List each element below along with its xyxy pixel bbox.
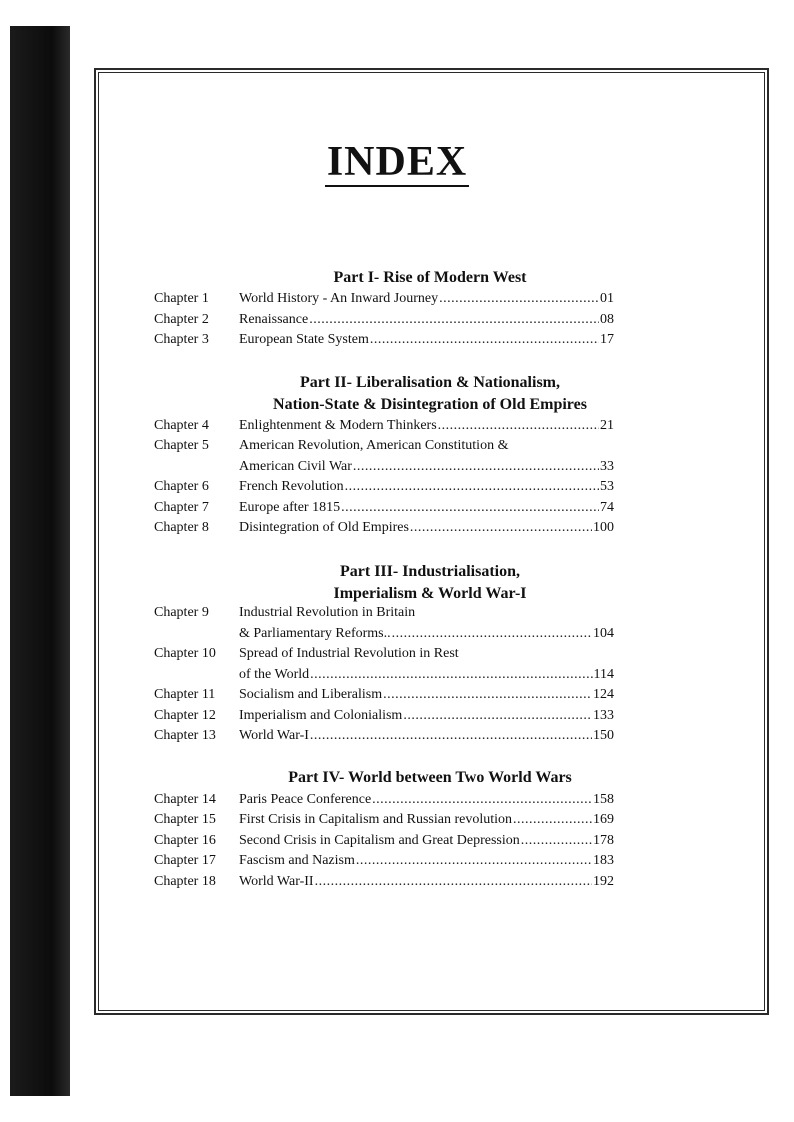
dot-leader [353, 457, 599, 477]
chapter-title: Imperialism and Colonialism [239, 708, 403, 723]
page-number: 183 [593, 853, 614, 868]
toc-entry-chapter-3[interactable] [154, 330, 614, 350]
chapter-label: Chapter 9 [154, 605, 209, 620]
dot-leader [315, 872, 592, 892]
part-heading-2 [180, 372, 680, 416]
toc-entry-chapter-10[interactable] [154, 644, 614, 664]
toc-entry-chapter-13[interactable] [154, 726, 614, 746]
chapter-title: American Civil War [239, 459, 352, 474]
dot-leader [521, 831, 592, 851]
toc-entry-chapter-17[interactable] [154, 851, 614, 871]
dot-leader [310, 665, 592, 685]
chapter-title: World War-I [239, 728, 309, 743]
chapter-title: Disintegration of Old Empires [239, 520, 409, 535]
toc-entry-chapter-5-continued[interactable] [239, 457, 614, 477]
dot-leader [410, 518, 592, 538]
page-number: 74 [600, 500, 614, 515]
toc-entry-chapter-15[interactable] [154, 810, 614, 830]
toc-entry-chapter-9-continued[interactable] [239, 624, 614, 644]
chapter-label: Chapter 15 [154, 812, 216, 827]
chapter-label: Chapter 17 [154, 853, 216, 868]
page-number: 178 [593, 833, 614, 848]
toc-entry-chapter-14[interactable] [154, 790, 614, 810]
chapter-title: Paris Peace Conference [239, 792, 372, 807]
chapter-title: Renaissance [239, 312, 309, 327]
chapter-title: Enlightenment & Modern Thinkers [239, 418, 437, 433]
chapter-title-first-line: Spread of Industrial Revolution in Rest [239, 646, 459, 661]
toc-entry-chapter-7[interactable] [154, 498, 614, 518]
part-heading-3 [180, 561, 680, 605]
chapter-title: World War-II [239, 874, 314, 889]
chapter-label: Chapter 3 [154, 332, 209, 347]
page-number: 158 [593, 792, 614, 807]
chapter-title: Second Crisis in Capitalism and Great Depression [239, 833, 520, 848]
chapter-title: & Parliamentary Reforms.. [239, 626, 391, 641]
page-number: 169 [593, 812, 614, 827]
part-heading-line: Part IV- World between Two World Wars [288, 769, 572, 786]
part-heading-line: Part II- Liberalisation & Nationalism, [300, 374, 560, 391]
chapter-title: of the World [239, 667, 310, 682]
part-heading-line: Part I- Rise of Modern West [333, 269, 527, 286]
chapter-label: Chapter 7 [154, 500, 209, 515]
chapter-label: Chapter 8 [154, 520, 209, 535]
dot-leader [513, 810, 592, 830]
dot-leader [356, 851, 592, 871]
part-heading-line: Part III- Industrialisation, [339, 563, 521, 580]
toc-entry-chapter-18[interactable] [154, 872, 614, 892]
chapter-title-first-line: Industrial Revolution in Britain [239, 605, 416, 620]
part-heading-line: Nation-State & Disintegration of Old Empires [273, 396, 587, 413]
chapter-label: Chapter 12 [154, 708, 216, 723]
toc-entry-chapter-2[interactable] [154, 310, 614, 330]
dot-leader [403, 706, 592, 726]
chapter-title: World History - An Inward Journey [239, 291, 439, 306]
chapter-label: Chapter 5 [154, 438, 209, 453]
page-number: 53 [600, 479, 614, 494]
chapter-label: Chapter 4 [154, 418, 209, 433]
page-number: 192 [593, 874, 614, 889]
dot-leader [372, 790, 592, 810]
dot-leader [310, 726, 592, 746]
dot-leader [345, 477, 599, 497]
toc-entry-chapter-5[interactable] [154, 436, 614, 456]
chapter-label: Chapter 18 [154, 874, 216, 889]
chapter-label: Chapter 10 [154, 646, 216, 661]
chapter-title: Fascism and Nazism [239, 853, 355, 868]
page-number: 21 [600, 418, 614, 433]
toc-entry-chapter-6[interactable] [154, 477, 614, 497]
page-number: 100 [593, 520, 614, 535]
page-number: 17 [600, 332, 614, 347]
toc-entry-chapter-8[interactable] [154, 518, 614, 538]
page-number: 104 [593, 626, 614, 641]
page-number: 33 [600, 459, 614, 474]
chapter-label: Chapter 16 [154, 833, 216, 848]
dot-leader [341, 498, 599, 518]
page-number: 114 [593, 667, 614, 682]
page-title [0, 138, 794, 186]
dot-leader [309, 310, 599, 330]
toc-entry-chapter-4[interactable] [154, 416, 614, 436]
toc-entry-chapter-12[interactable] [154, 706, 614, 726]
dot-leader [439, 289, 599, 309]
chapter-label: Chapter 6 [154, 479, 209, 494]
toc-entry-chapter-16[interactable] [154, 831, 614, 851]
chapter-label: Chapter 2 [154, 312, 209, 327]
page-number: 124 [593, 687, 614, 702]
part-heading-4 [180, 767, 680, 789]
chapter-label: Chapter 14 [154, 792, 216, 807]
chapter-label: Chapter 11 [154, 687, 216, 702]
chapter-title: First Crisis in Capitalism and Russian revolution [239, 812, 512, 827]
chapter-title: Socialism and Liberalism [239, 687, 383, 702]
page-number: 01 [600, 291, 614, 306]
part-heading-line: Imperialism & World War-I [333, 585, 527, 602]
toc-entry-chapter-10-continued[interactable] [239, 665, 614, 685]
dot-leader [370, 330, 599, 350]
chapter-title: French Revolution [239, 479, 344, 494]
page-number: 08 [600, 312, 614, 327]
page-number: 133 [593, 708, 614, 723]
page-title-text: INDEX [326, 139, 468, 185]
dot-leader [383, 685, 592, 705]
chapter-label: Chapter 1 [154, 291, 209, 306]
page-number: 150 [593, 728, 614, 743]
chapter-label: Chapter 13 [154, 728, 216, 743]
toc-entry-chapter-9[interactable] [154, 603, 614, 623]
chapter-title: Europe after 1815 [239, 500, 341, 515]
toc-entry-chapter-11[interactable] [154, 685, 614, 705]
toc-entry-chapter-1[interactable] [154, 289, 614, 309]
part-heading-1 [180, 267, 680, 289]
dot-leader [392, 624, 592, 644]
chapter-title-first-line: American Revolution, American Constitution & [239, 438, 509, 453]
dot-leader [438, 416, 599, 436]
chapter-title: European State System [239, 332, 369, 347]
scan-shadow-edge [10, 26, 70, 1096]
